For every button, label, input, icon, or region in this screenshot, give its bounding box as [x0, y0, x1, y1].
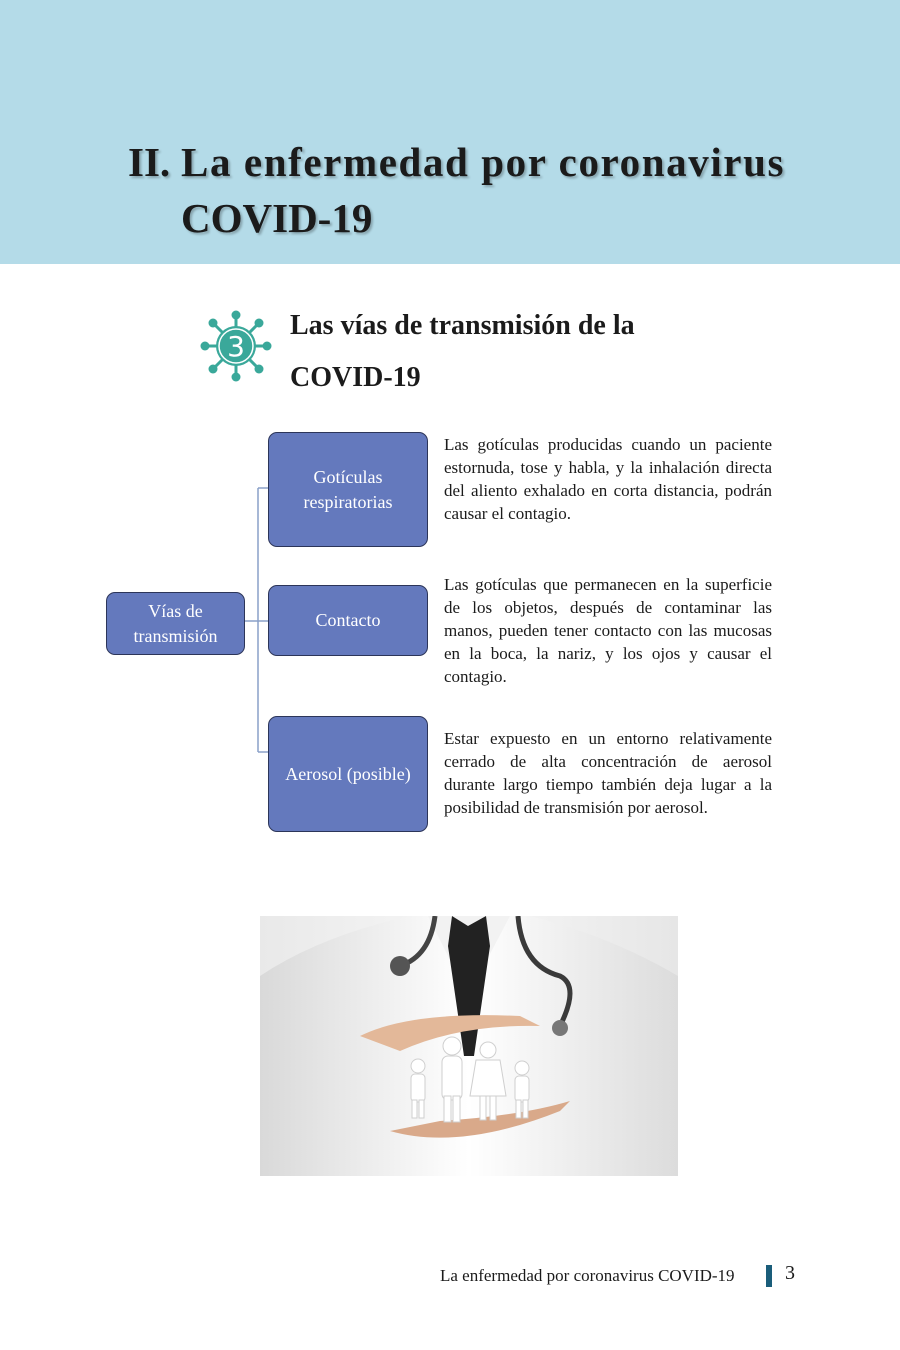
- section-title-line1: Las vías de transmisión de la: [290, 310, 635, 341]
- branch-description-droplets: Las gotículas producidas cuando un paciente estornuda, tose y habla, y la inhalación directa del aliento exhalado en corta distancia, podrán causar el contagio.: [444, 435, 772, 523]
- chapter-number: II.: [128, 139, 171, 185]
- root-node-label-2: transmisión: [133, 625, 218, 646]
- branch-node-label: respiratorias: [303, 491, 393, 512]
- section-title: [290, 300, 770, 404]
- branch-description-contact: Las gotículas que permanecen en la superficie de los objetos, después de contaminar las manos, pueden tener contacto con las mucosas en la boca, la nariz, y los ojos y causar el contagio.: [444, 575, 772, 686]
- header-band: [0, 0, 900, 264]
- doctor-protecting-family-image: [260, 916, 678, 1176]
- branch-node-label: Gotículas: [313, 466, 383, 487]
- branch-node-contact: [268, 585, 428, 656]
- footer-bar: [766, 1265, 772, 1287]
- section-number: 3: [227, 330, 245, 363]
- root-node-label-1: Vías de: [148, 600, 203, 621]
- branch-node-label: Contacto: [315, 610, 381, 630]
- page-number: 3: [785, 1262, 795, 1284]
- chapter-title-line1: La enfermedad por coronavirus: [181, 139, 786, 185]
- chapter-title-line2: COVID-19: [181, 195, 373, 241]
- branch-node-label: Aerosol (posible): [285, 763, 411, 784]
- virus-icon: [200, 310, 272, 382]
- branch-node-droplets: [268, 432, 428, 547]
- running-footer-title: La enfermedad por coronavirus COVID-19: [440, 1266, 735, 1285]
- branch-description-aerosol: Estar expuesto en un entorno relativamente cerrado de alta concentración de aerosol durante largo tiempo también deja lugar a la posibilidad de transmisión por aerosol.: [444, 729, 772, 817]
- branch-node-aerosol: [268, 716, 428, 832]
- section-title-line2: COVID-19: [290, 362, 421, 393]
- root-node: [106, 592, 245, 655]
